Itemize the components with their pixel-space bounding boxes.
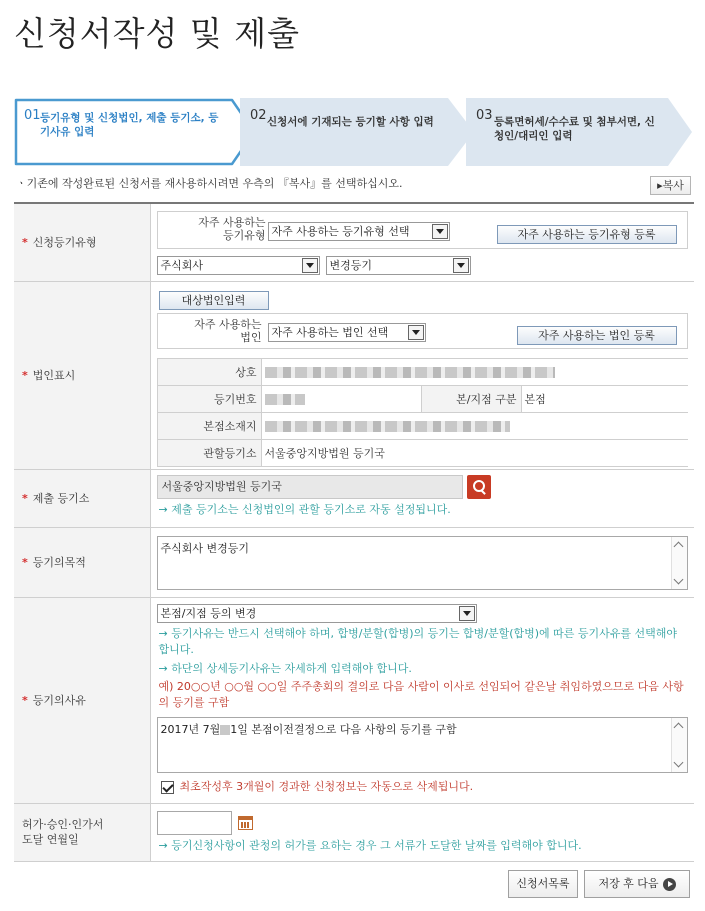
save-next-label: 저장 후 다음 [598, 877, 659, 890]
row-submit-office [14, 469, 694, 527]
corp-branch-value: 본점 [521, 385, 688, 412]
auto-delete-text: 최초작성후 3개월이 경과한 신청정보는 자동으로 삭제됩니다. [179, 779, 474, 793]
step-2 [240, 98, 482, 166]
step-2-shape [240, 98, 482, 166]
chevron-down-icon [302, 258, 318, 273]
step-progress [14, 98, 694, 166]
purpose-label-cell [14, 527, 150, 597]
reg-type-fav-label-line2: 등기유형 [222, 229, 266, 242]
corp-cell [150, 281, 694, 469]
corp-fav-select-value: 자주 사용하는 법인 선택 [271, 325, 389, 339]
corp-regno-value [261, 385, 421, 412]
submit-office-cell [150, 469, 694, 527]
reuse-hint: ㆍ기존에 작성완료된 신청서를 재사용하시려면 우측의 『복사』를 선택하십시오. [16, 177, 403, 190]
target-corp-button[interactable]: 대상법인입력 [159, 291, 269, 310]
chevron-down-icon [408, 325, 424, 340]
chevron-down-icon [432, 224, 448, 239]
reg-type-fav-select-value: 자주 사용하는 등기유형 선택 [271, 225, 410, 238]
corp-fav-select[interactable] [268, 323, 426, 342]
corp-office-value: 서울중앙지방법원 등기국 [261, 439, 688, 466]
step-1-number: 01 [24, 108, 41, 123]
purpose-label: 등기의목적 [32, 556, 86, 569]
corp-address-value [261, 412, 688, 439]
reason-note-2: → 하단의 상세등기사유는 자세하게 입력해야 합니다. [158, 661, 412, 675]
permit-label-line1: 허가·승인·인가서 [22, 818, 104, 831]
redacted-text [265, 421, 510, 432]
required-mark: * [22, 492, 28, 505]
company-type-value: 주식회사 [160, 259, 204, 272]
corp-info-table [157, 358, 688, 467]
reg-type-fav-label [174, 216, 266, 242]
permit-date-input[interactable] [157, 811, 232, 835]
required-mark: * [22, 694, 28, 707]
reason-example: 예) 20○○년 ○○월 ○○일 주주총회의 결의로 다음 사람이 이사로 선임되어 같은날 취임하였으므로 다음 사항의 등기를 구함 [158, 679, 684, 709]
corp-regno-key: 등기번호 [157, 385, 261, 412]
redacted-text [265, 394, 305, 405]
company-type-select[interactable] [157, 256, 320, 275]
required-mark: * [22, 369, 28, 382]
step-3 [466, 98, 694, 166]
scrollbar[interactable] [671, 718, 687, 772]
permit-note: → 등기신청사항이 관청의 허가를 요하는 경우 그 서류가 도달한 날짜를 입력해야 합니다. [158, 838, 582, 852]
redacted-text [265, 367, 555, 378]
calendar-icon[interactable] [238, 816, 253, 830]
scrollbar[interactable] [671, 537, 687, 589]
application-form [14, 202, 694, 862]
step-2-number: 02 [250, 108, 267, 123]
submit-office-label-cell [14, 469, 150, 527]
redacted-text [220, 725, 230, 735]
submit-office-field: 서울중앙지방법원 등기국 [157, 475, 463, 499]
save-next-button[interactable] [584, 870, 690, 898]
required-mark: * [22, 236, 28, 250]
reason-text-part2: 1일 본점이전결정으로 다음 사항의 등기를 구함 [230, 722, 457, 736]
corp-info-row-regno [157, 385, 688, 412]
corp-name-key: 상호 [157, 358, 261, 385]
reason-cell [150, 597, 694, 803]
row-purpose [14, 527, 694, 597]
corp-fav-label-line1: 자주 사용하는 [194, 317, 262, 331]
corp-name-value [261, 358, 688, 385]
reason-label: 등기의사유 [32, 694, 86, 707]
corp-fav-box [157, 313, 688, 349]
submit-office-note: → 제출 등기소는 신청법인의 관할 등기소로 자동 설정됩니다. [158, 502, 451, 516]
reg-type-cell [150, 203, 694, 281]
row-reason [14, 597, 694, 803]
step-1-text: 등기유형 및 신청법인, 제출 등기소, 등기사유 입력 [40, 112, 219, 138]
corp-fav-register-button[interactable]: 자주 사용하는 법인 등록 [517, 326, 677, 345]
permit-label-cell [14, 803, 150, 861]
change-type-value: 변경등기 [329, 259, 373, 272]
step-1 [14, 98, 256, 166]
step-3-number: 03 [476, 108, 493, 123]
chevron-down-icon [459, 606, 475, 621]
row-corp [14, 281, 694, 469]
row-permit [14, 803, 694, 861]
reason-textarea[interactable] [157, 717, 688, 773]
change-type-select[interactable] [326, 256, 471, 275]
application-list-button[interactable]: 신청서목록 [508, 870, 578, 898]
corp-branch-key: 본/지점 구분 [421, 385, 521, 412]
arrow-right-icon [663, 878, 676, 891]
auto-delete-checkbox[interactable] [161, 781, 174, 794]
corp-fav-label-line2: 법인 [240, 330, 262, 344]
corp-office-key: 관할등기소 [157, 439, 261, 466]
reason-label-cell [14, 597, 150, 803]
reason-select-value: 본점/지점 등의 변경 [160, 606, 257, 620]
permit-label-line2: 도달 연월일 [22, 833, 79, 846]
reg-type-label: 신청등기유형 [32, 236, 97, 250]
search-icon[interactable] [467, 475, 491, 499]
reg-type-label-cell [14, 203, 150, 281]
copy-button[interactable]: ▸복사 [650, 176, 691, 195]
purpose-textarea[interactable] [157, 536, 688, 590]
step-2-text: 신청서에 기재되는 등기할 사항 입력 [267, 116, 434, 128]
corp-info-row-address [157, 412, 688, 439]
corp-label: 법인표시 [32, 369, 76, 382]
reason-text-part1: 2017년 7월 [160, 722, 221, 736]
purpose-cell [150, 527, 694, 597]
required-mark: * [22, 556, 28, 569]
row-reg-type [14, 203, 694, 281]
corp-info-row-office [157, 439, 688, 466]
page-title: 신청서작성 및 제출 [14, 14, 301, 53]
reason-note-1: → 등기사유는 반드시 선택해야 하며, 합병/분할(합병)의 등기는 합병/분할(합병)에 따른 등기사유를 선택해야 합니다. [158, 626, 678, 656]
reg-type-fav-label-line1: 자주 사용하는 [198, 216, 266, 229]
chevron-down-icon [453, 258, 469, 273]
corp-address-key: 본점소재지 [157, 412, 261, 439]
purpose-value: 주식회사 변경등기 [160, 541, 250, 555]
corp-info-row-name [157, 358, 688, 385]
reg-type-fav-select[interactable] [268, 222, 450, 241]
reg-type-fav-box [157, 211, 688, 249]
reason-select[interactable] [157, 604, 477, 623]
reg-type-fav-register-button[interactable]: 자주 사용하는 등기유형 등록 [497, 225, 677, 244]
corp-fav-label [174, 318, 262, 344]
step-3-text: 등록면허세/수수료 및 첨부서면, 신청인/대리인 입력 [494, 116, 655, 142]
permit-cell [150, 803, 694, 861]
submit-office-label: 제출 등기소 [32, 492, 90, 505]
corp-label-cell [14, 281, 150, 469]
